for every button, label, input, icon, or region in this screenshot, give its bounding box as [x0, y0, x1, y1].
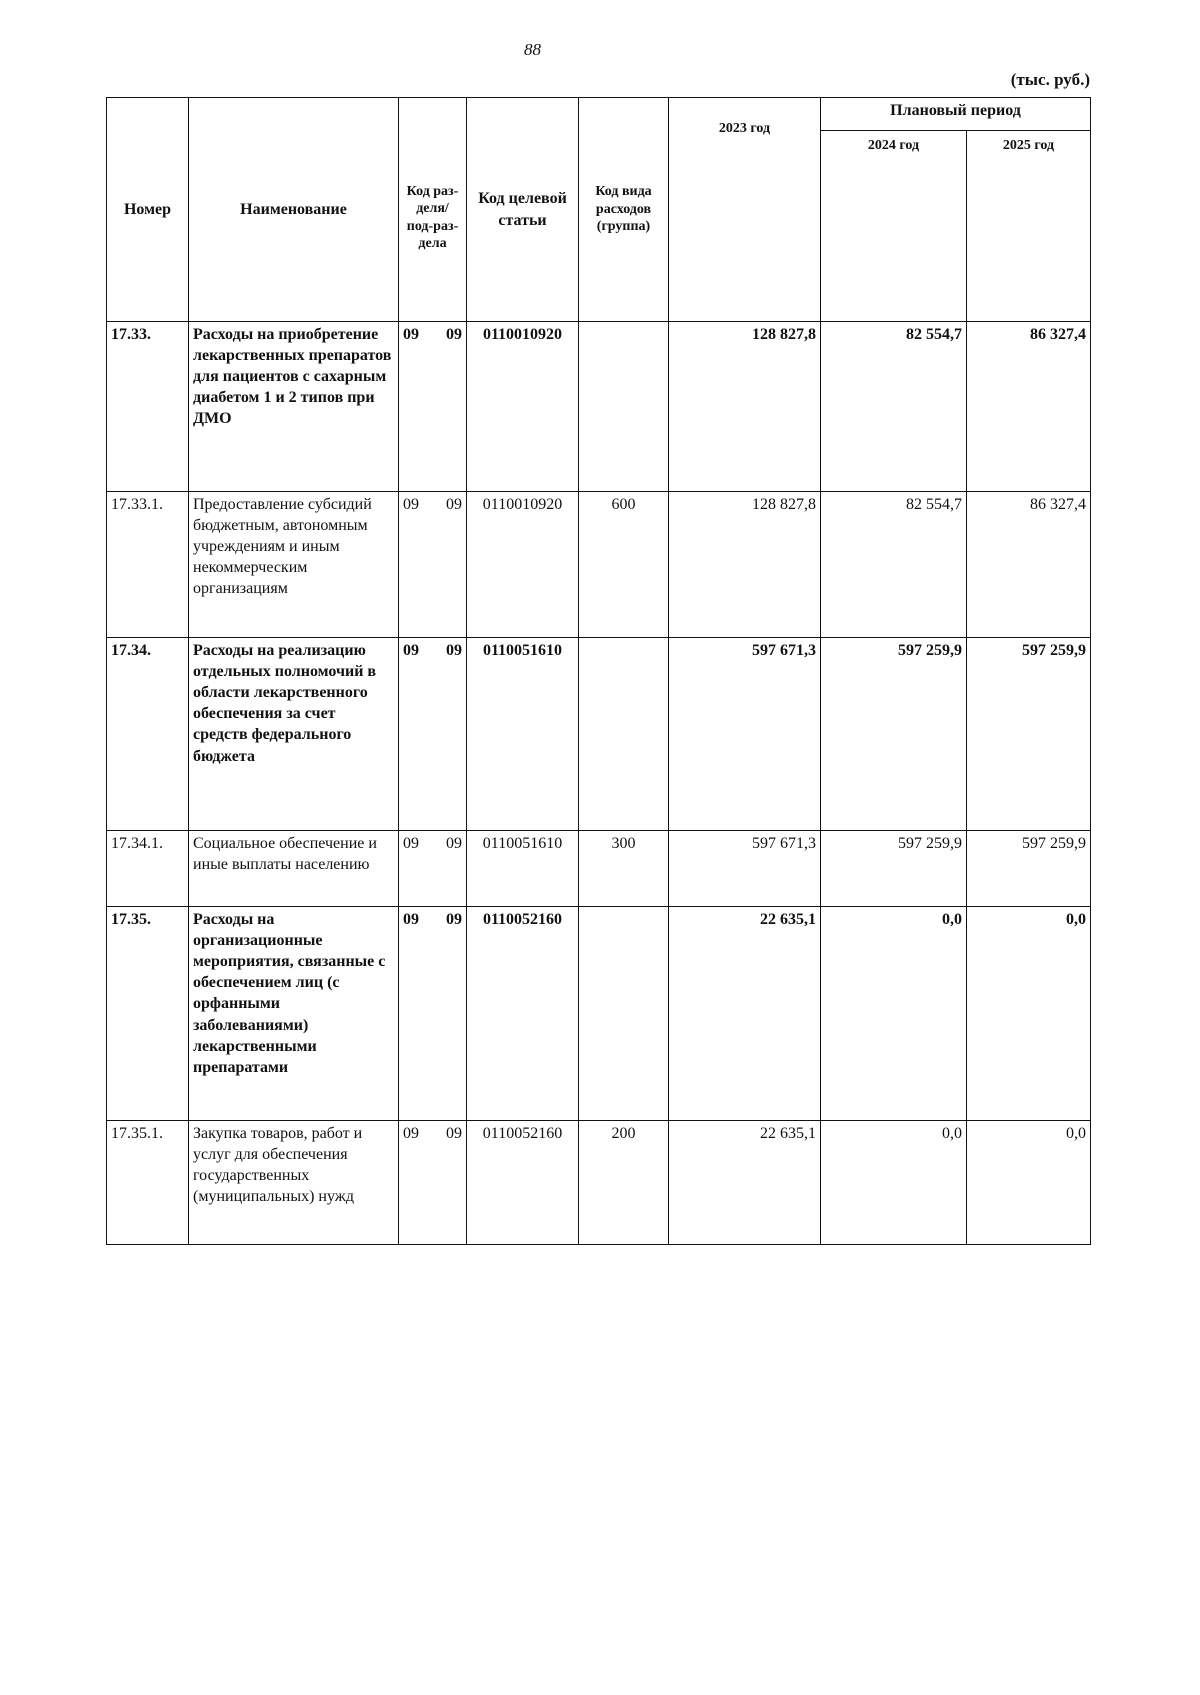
- row-number: 17.34.: [107, 638, 189, 831]
- row-name: Расходы на реализацию отдельных полномочий в области лекарственного обеспечения за счет средств федерального бюджета: [189, 638, 399, 831]
- row-amount-2024: 597 259,9: [821, 638, 967, 831]
- row-target-code: 0110052160: [467, 1121, 579, 1245]
- table-row: [107, 638, 1091, 831]
- row-section: [399, 322, 467, 492]
- row-target-code: 0110052160: [467, 907, 579, 1121]
- header-target-code: Код целевой статьи: [467, 98, 579, 322]
- row-amount-2024: 0,0: [821, 1121, 967, 1245]
- row-amount-2024: 82 554,7: [821, 322, 967, 492]
- header-year-2025: 2025 год: [967, 131, 1091, 322]
- row-section-code: 09: [403, 1125, 419, 1142]
- row-subsection-code: 09: [446, 1125, 462, 1142]
- row-section: [399, 1121, 467, 1245]
- table-body: [107, 322, 1091, 1245]
- units-label: (тыс. руб.): [1010, 70, 1090, 89]
- row-number: 17.33.: [107, 322, 189, 492]
- row-expense-code: 600: [579, 492, 669, 638]
- row-name: Расходы на приобретение лекарственных препаратов для пациентов с сахарным диабетом 1 и 2 типов при ДМО: [189, 322, 399, 492]
- row-number: 17.34.1.: [107, 831, 189, 907]
- budget-table: [106, 97, 1091, 1245]
- header-year-2023: 2023 год: [669, 98, 821, 322]
- row-amount-2024: 82 554,7: [821, 492, 967, 638]
- row-section-code: 09: [403, 835, 419, 852]
- row-amount-2025: 86 327,4: [967, 492, 1091, 638]
- row-subsection-code: 09: [446, 326, 462, 343]
- row-amount-2023: 22 635,1: [669, 907, 821, 1121]
- row-amount-2023: 128 827,8: [669, 492, 821, 638]
- row-amount-2023: 597 671,3: [669, 638, 821, 831]
- row-name: Расходы на организационные мероприятия, связанные с обеспечением лиц (с орфанными заболеваниями) лекарственными препаратами: [189, 907, 399, 1121]
- row-subsection-code: 09: [446, 642, 462, 659]
- row-expense-code: 200: [579, 1121, 669, 1245]
- header-planned-period: Плановый период: [821, 98, 1091, 131]
- row-subsection-code: 09: [446, 496, 462, 513]
- row-number: 17.35.1.: [107, 1121, 189, 1245]
- row-amount-2023: 22 635,1: [669, 1121, 821, 1245]
- row-subsection-code: 09: [446, 835, 462, 852]
- row-section-code: 09: [403, 911, 419, 928]
- row-number: 17.33.1.: [107, 492, 189, 638]
- row-target-code: 0110051610: [467, 831, 579, 907]
- table-row: [107, 1121, 1091, 1245]
- row-amount-2024: 0,0: [821, 907, 967, 1121]
- row-amount-2025: 597 259,9: [967, 638, 1091, 831]
- header-name: Наименование: [189, 98, 399, 322]
- header-row: [107, 98, 1091, 131]
- row-amount-2025: 597 259,9: [967, 831, 1091, 907]
- row-amount-2023: 128 827,8: [669, 322, 821, 492]
- table-row: [107, 831, 1091, 907]
- header-section-code: Код раз-деля/ под-раз-дела: [399, 98, 467, 322]
- row-expense-code: [579, 638, 669, 831]
- row-expense-code: [579, 322, 669, 492]
- row-section-code: 09: [403, 326, 419, 343]
- table-row: [107, 322, 1091, 492]
- row-amount-2025: 86 327,4: [967, 322, 1091, 492]
- row-name: Социальное обеспечение и иные выплаты населению: [189, 831, 399, 907]
- row-section: [399, 638, 467, 831]
- row-amount-2025: 0,0: [967, 907, 1091, 1121]
- row-expense-code: [579, 907, 669, 1121]
- row-target-code: 0110051610: [467, 638, 579, 831]
- row-subsection-code: 09: [446, 911, 462, 928]
- row-amount-2025: 0,0: [967, 1121, 1091, 1245]
- row-target-code: 0110010920: [467, 492, 579, 638]
- row-section-code: 09: [403, 496, 419, 513]
- row-number: 17.35.: [107, 907, 189, 1121]
- row-expense-code: 300: [579, 831, 669, 907]
- row-section: [399, 492, 467, 638]
- header-year-2024: 2024 год: [821, 131, 967, 322]
- row-amount-2023: 597 671,3: [669, 831, 821, 907]
- header-expense-code: Код вида расходов (группа): [579, 98, 669, 322]
- row-section: [399, 907, 467, 1121]
- row-name: Закупка товаров, работ и услуг для обеспечения государственных (муниципальных) нужд: [189, 1121, 399, 1245]
- row-target-code: 0110010920: [467, 322, 579, 492]
- table-row: [107, 907, 1091, 1121]
- row-section: [399, 831, 467, 907]
- row-amount-2024: 597 259,9: [821, 831, 967, 907]
- table-row: [107, 492, 1091, 638]
- row-name: Предоставление субсидий бюджетным, автономным учреждениям и иным некоммерческим организациям: [189, 492, 399, 638]
- row-section-code: 09: [403, 642, 419, 659]
- page-number: 88: [524, 40, 541, 59]
- header-number: Номер: [107, 98, 189, 322]
